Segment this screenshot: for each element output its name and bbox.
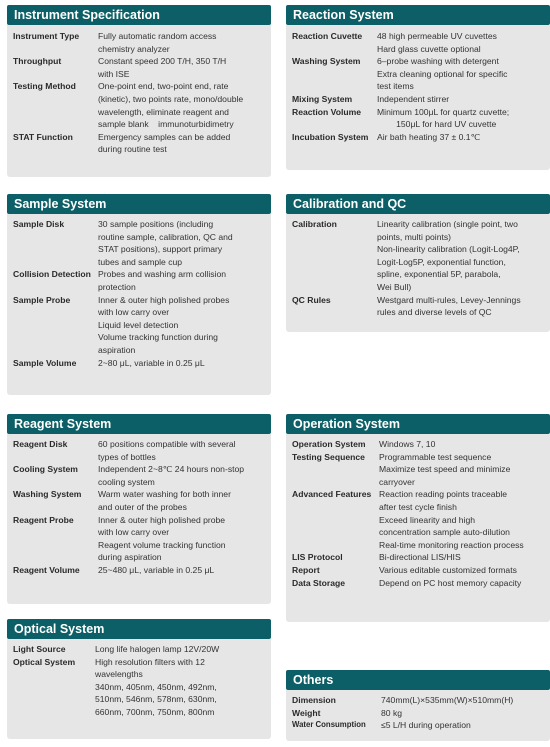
spec-value: High resolution filters with 12 (95, 656, 205, 667)
spec-value: 510nm, 546nm, 578nm, 630nm, (95, 694, 217, 705)
spec-label: Cooling System (13, 464, 78, 475)
spec-value: Real-time monitoring reaction process (379, 539, 524, 550)
spec-label: Sample Volume (13, 357, 77, 368)
spec-value: Inner & outer high polished probe (98, 514, 226, 525)
spec-value: 740mm(L)×535mm(W)×510mm(H) (381, 695, 514, 705)
spec-row-throughput (13, 55, 265, 80)
spec-value: Extra cleaning optional for specific (377, 68, 508, 79)
spec-value: protection (98, 281, 136, 292)
section-body (7, 214, 271, 395)
spec-row-advanced-features (292, 488, 544, 551)
spec-value: Independent stirrer (377, 93, 450, 104)
section-title: Optical System (7, 619, 271, 639)
spec-value: Linearity calibration (single point, two (377, 219, 518, 229)
spec-value: Reaction reading points traceable (379, 489, 508, 500)
spec-value: test items (377, 81, 414, 92)
spec-label: Report (292, 564, 320, 575)
spec-value: Exceed linearity and high (379, 514, 476, 525)
spec-value: Logit-Log5P, exponential function, (377, 256, 506, 267)
section-title: Operation System (286, 414, 550, 434)
spec-label: Sample Probe (13, 294, 71, 305)
spec-value: Inner & outer high polished probes (98, 294, 230, 305)
section-body (7, 25, 271, 177)
spec-value: carryover (379, 476, 415, 487)
section-others (286, 670, 550, 741)
spec-value: during aspiration (98, 552, 162, 563)
spec-row-stat-function (13, 131, 265, 156)
spec-row-calibration (292, 218, 544, 294)
spec-value: One-point end, two-point end, rate (98, 81, 229, 92)
spec-row-sample-disk (13, 218, 265, 268)
spec-value: wavelength, eliminate reagent and (98, 106, 229, 117)
spec-value: with ISE (98, 68, 130, 79)
spec-row-reagent-disk (13, 438, 265, 463)
section-body (286, 25, 550, 170)
spec-row-reaction-volume (292, 106, 544, 131)
spec-value: sample blank immunoturbidimetry (98, 119, 234, 130)
section-title: Reagent System (7, 414, 271, 434)
spec-row-data-storage (292, 577, 544, 590)
spec-row-light-source (13, 643, 265, 656)
spec-row-operation-system (292, 438, 544, 451)
spec-value: spline, exponential 5P, parabola, (377, 269, 501, 280)
spec-label: Reagent Probe (13, 514, 74, 525)
spec-label: Reaction Volume (292, 106, 362, 117)
spec-value: 150μL for hard UV cuvette (377, 119, 497, 130)
section-title: Reaction System (286, 5, 550, 25)
spec-value: Reagent volume tracking function (98, 539, 226, 550)
section-reaction-system (286, 5, 550, 170)
spec-label: Washing System (292, 56, 361, 67)
spec-value: points, multi points) (377, 231, 452, 242)
spec-value: Long life halogen lamp 12V/20W (95, 644, 220, 654)
spec-label: STAT Function (13, 131, 73, 142)
spec-label: Mixing System (292, 93, 353, 104)
spec-row-report (292, 564, 544, 577)
spec-value: 340nm, 405nm, 450nm, 492nm, (95, 681, 217, 692)
spec-value: after test cycle finish (379, 501, 457, 512)
spec-label: Washing System (13, 489, 82, 500)
spec-row-dimension (292, 694, 544, 707)
spec-value: chemistry analyzer (98, 43, 170, 54)
spec-label: Incubation System (292, 131, 369, 142)
spec-value: STAT positions), support primary (98, 244, 223, 255)
spec-label: Advanced Features (292, 489, 372, 500)
spec-row-washing-system (292, 55, 544, 93)
spec-row-reagent-probe (13, 514, 265, 564)
spec-value: concentration sample auto-dilution (379, 527, 510, 538)
section-body (7, 434, 271, 604)
spec-value: Various editable customized formats (379, 564, 517, 575)
spec-value: Liquid level detection (98, 319, 179, 330)
spec-label: Sample Disk (13, 219, 65, 229)
section-title: Instrument Specification (7, 5, 271, 25)
spec-value: Warm water washing for both inner (98, 489, 231, 500)
spec-value: cooling system (98, 476, 155, 487)
section-body (7, 639, 271, 739)
spec-label: Reagent Disk (13, 439, 68, 449)
spec-value: wavelengths (95, 669, 143, 680)
section-optical-system (7, 619, 271, 739)
spec-value: Maximize test speed and minimize (379, 464, 511, 475)
spec-value: during routine test (98, 144, 167, 155)
spec-value: Bi-directional LIS/HIS (379, 552, 461, 563)
spec-value: 660nm, 700nm, 750nm, 800nm (95, 706, 215, 717)
spec-value: 6–probe washing with detergent (377, 56, 499, 67)
spec-row-testing-method (13, 80, 265, 130)
spec-value: 25~480 μL, variable in 0.25 μL (98, 564, 215, 575)
spec-label: QC Rules (292, 294, 331, 305)
spec-value: (kinetic), two points rate, mono/double (98, 93, 244, 104)
spec-label: LIS Protocol (292, 552, 343, 563)
spec-label: Testing Sequence (292, 451, 365, 462)
spec-row-incubation-system (292, 131, 544, 144)
section-instrument-specification (7, 5, 271, 177)
spec-label: Weight (292, 707, 321, 718)
spec-value: Windows 7, 10 (379, 439, 436, 449)
spec-label: Dimension (292, 695, 336, 705)
spec-value: tubes and sample cup (98, 256, 183, 267)
spec-row-water-consumption (292, 719, 544, 732)
spec-row-optical-system (13, 656, 265, 719)
spec-label: Testing Method (13, 81, 76, 92)
section-reagent-system (7, 414, 271, 604)
spec-value: rules and diverse levels of QC (377, 307, 492, 318)
spec-value: 2~80 μL, variable in 0.25 μL (98, 357, 205, 368)
spec-value: ≤5 L/H during operation (381, 720, 471, 731)
spec-value: Hard glass cuvette optional (377, 43, 481, 54)
section-title: Others (286, 670, 550, 690)
spec-row-sample-volume (13, 357, 265, 370)
spec-row-qc-rules (292, 294, 544, 319)
spec-label: Calibration (292, 219, 337, 229)
spec-value: Emergency samples can be added (98, 131, 231, 142)
section-operation-system (286, 414, 550, 622)
section-body (286, 214, 550, 332)
spec-label: Collision Detection (13, 269, 91, 280)
spec-row-reaction-cuvette (292, 30, 544, 55)
spec-label: Water Consumption (292, 720, 366, 730)
spec-label: Data Storage (292, 577, 346, 588)
spec-value: 48 high permeable UV cuvettes (377, 31, 497, 41)
spec-row-testing-sequence (292, 451, 544, 489)
section-sample-system (7, 194, 271, 395)
spec-label: Throughput (13, 56, 62, 67)
spec-value: Fully automatic random access (98, 31, 217, 41)
section-body (286, 434, 550, 622)
spec-value: Air bath heating 37 ± 0.1℃ (377, 131, 481, 142)
spec-row-collision-detection (13, 268, 265, 293)
spec-row-sample-probe (13, 294, 265, 357)
spec-value: Wei Bull) (377, 281, 412, 292)
spec-row-weight (292, 707, 544, 720)
spec-label: Reagent Volume (13, 564, 80, 575)
spec-row-lis-protocol (292, 551, 544, 564)
spec-label: Operation System (292, 439, 366, 449)
spec-row-instrument-type (13, 30, 265, 55)
spec-value: Volume tracking function during (98, 332, 218, 343)
spec-value: with low carry over (98, 307, 170, 318)
spec-label: Optical System (13, 656, 76, 667)
spec-value: Non-linearity calibration (Logit-Log4P, (377, 244, 520, 255)
spec-value: Probes and washing arm collision (98, 269, 227, 280)
spec-value: Independent 2~8℃ 24 hours non-stop (98, 464, 245, 475)
spec-label: Light Source (13, 644, 66, 654)
spec-label: Instrument Type (13, 31, 80, 41)
spec-value: and outer of the probes (98, 501, 187, 512)
spec-row-cooling-system (13, 463, 265, 488)
spec-row-reagent-volume (13, 564, 265, 577)
spec-row-washing-system (13, 488, 265, 513)
spec-value: with low carry over (98, 527, 170, 538)
spec-value: Programmable test sequence (379, 451, 492, 462)
spec-value: Depend on PC host memory capacity (379, 577, 522, 588)
section-body (286, 690, 550, 741)
spec-value: 60 positions compatible with several (98, 439, 236, 449)
spec-value: aspiration (98, 344, 136, 355)
spec-value: routine sample, calibration, QC and (98, 231, 233, 242)
spec-value: 30 sample positions (including (98, 219, 214, 229)
spec-label: Reaction Cuvette (292, 31, 363, 41)
spec-value: 80 kg (381, 707, 403, 718)
spec-row-mixing-system (292, 93, 544, 106)
spec-value: Constant speed 200 T/H, 350 T/H (98, 56, 227, 67)
section-title: Calibration and QC (286, 194, 550, 214)
section-calibration-qc (286, 194, 550, 332)
spec-value: types of bottles (98, 451, 156, 462)
section-title: Sample System (7, 194, 271, 214)
spec-value: Westgard multi-rules, Levey-Jennings (377, 294, 521, 305)
spec-value: Minimum 100μL for quartz cuvette; (377, 106, 510, 117)
